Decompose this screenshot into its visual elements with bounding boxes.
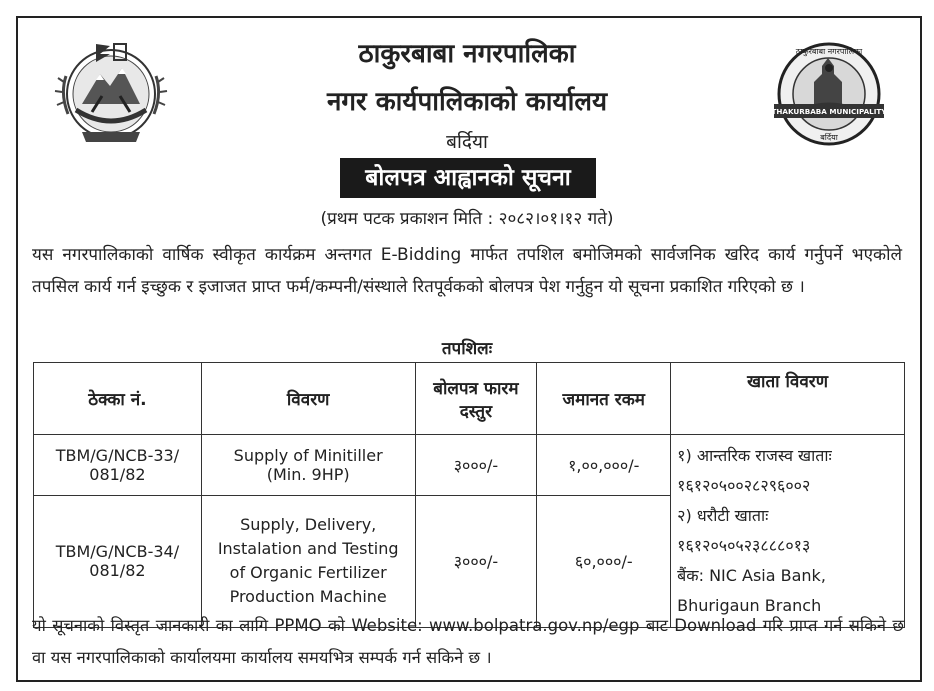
notice-paragraph: यस नगरपालिकाको वार्षिक स्वीकृत कार्यक्रम अन्तगत E-Bidding मार्फत तपशिल बमोजिमको सार्वजनिक खरिद कार्य गर्नुपर्ने भएकोले तपसिल कार्य गर्न इच्छुक र इजाजत प्राप्त फर्म/कम्पनी/संस्थाले रितपूर्वकको बोलपत्र पेश गर्नुहुन यो सूचना प्रकाशित गरिएको छ । <box>32 245 902 297</box>
table-header-row <box>34 363 905 435</box>
header-contract-no: ठेक्का नं. <box>34 363 202 435</box>
header-form-fee-line2: दस्तुर <box>459 401 493 422</box>
description-line4: Production Machine <box>229 587 387 607</box>
account-details-cell <box>671 435 905 628</box>
account2-label: २) धरौटी खाताः <box>677 506 769 525</box>
description-line1: Supply, Delivery, <box>240 515 377 535</box>
table-row <box>34 435 905 496</box>
description-line2: (Min. 9HP) <box>266 464 350 484</box>
description-line1: Supply of Minitiller <box>233 445 383 465</box>
contract-no-line1: TBM/G/NCB-34/ <box>55 542 180 562</box>
header-form-fee-line1: बोलपत्र फारम <box>433 378 519 399</box>
contract-no-cell <box>34 495 202 627</box>
form-fee-cell: ३०००/- <box>415 435 537 496</box>
emblem-top-text: ठाकुरबाबा नगरपालिका <box>795 47 863 56</box>
district-name: बर्दिया <box>446 131 488 153</box>
header-form-fee <box>415 363 537 435</box>
form-fee-cell: ३०००/- <box>415 495 537 627</box>
bank-branch: Bhurigaun Branch <box>677 596 822 615</box>
contract-no-cell <box>34 435 202 496</box>
details-label: तपशिलः <box>441 339 493 359</box>
security-amount-cell: १,००,०००/- <box>537 435 671 496</box>
municipality-name: ठाकुरबाबा नगरपालिका <box>358 39 576 69</box>
header-security-amount: जमानत रकम <box>537 363 671 435</box>
description-line2: Instalation and Testing <box>217 539 399 559</box>
notice-title-banner: बोलपत्र आह्वानको सूचना <box>340 158 596 198</box>
contract-no-line2: 081/82 <box>89 561 146 581</box>
bid-details-table <box>33 362 905 628</box>
account2-number: १६१२०५०५२३८८८०१३ <box>677 536 811 555</box>
contract-no-line2: 081/82 <box>89 464 146 484</box>
account1-number: १६१२०५००२८२९६००२ <box>677 476 811 495</box>
header-description: विवरण <box>201 363 415 435</box>
security-amount-cell: ६०,०००/- <box>537 495 671 627</box>
description-cell <box>201 435 415 496</box>
emblem-ribbon-text: THAKURBABA MUNICIPALITY <box>771 107 887 116</box>
contract-no-line1: TBM/G/NCB-33/ <box>55 445 180 465</box>
publish-date: (प्रथम पटक प्रकाशन मिति : २०८२।०१।१२ गते) <box>320 209 614 229</box>
office-name: नगर कार्यपालिकाको कार्यालय <box>326 87 608 117</box>
description-cell <box>201 495 415 627</box>
bank-name: बैंक: NIC Asia Bank, <box>677 566 826 585</box>
emblem-bottom-text: बर्दिया <box>820 133 838 142</box>
account1-label: १) आन्तरिक राजस्व खाताः <box>677 446 832 465</box>
footer-note: यो सूचनाको विस्तृत जानकारी का लागि PPMO को Website: www.bolpatra.gov.np/egp बाट Download गरि प्राप्त गर्न सकिने छ वा यस नगरपालिकाको कार्यालयमा कार्यालय समयभित्र सम्पर्क गर्न सकिने छ । <box>32 616 904 667</box>
description-line3: of Organic Fertilizer <box>229 563 387 583</box>
header-account-details: खाता विवरण <box>671 363 905 435</box>
